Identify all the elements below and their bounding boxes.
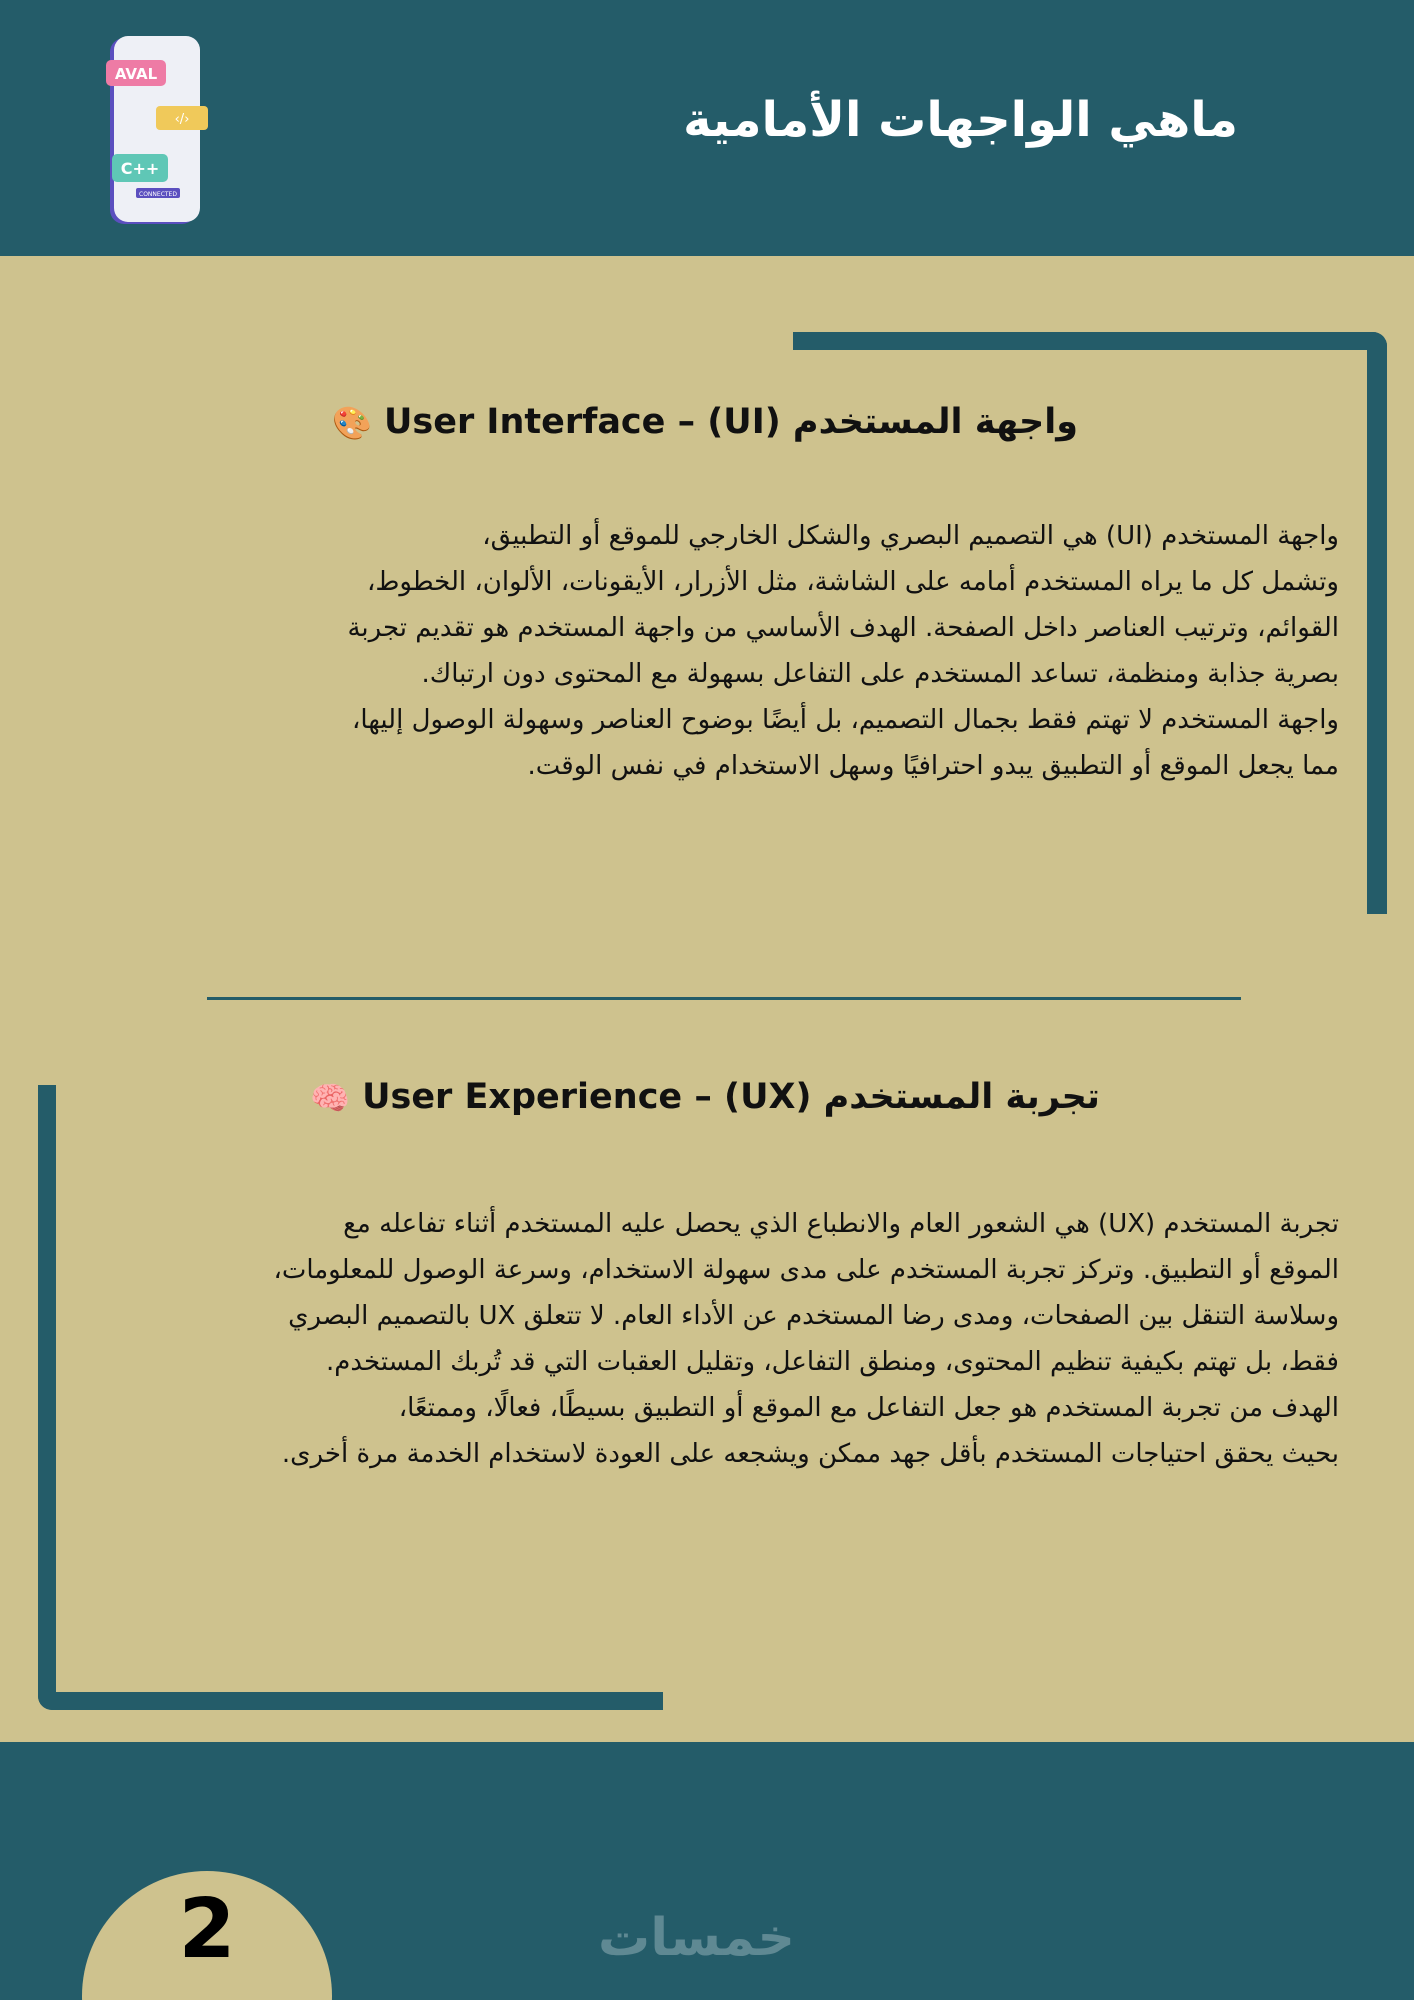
badge-code: ‹/› (174, 112, 190, 127)
page-title: ماهي الواجهات الأمامية (683, 92, 1238, 148)
ui-body-line: مما يجعل الموقع أو التطبيق يبدو احترافيًا وسهل الاستخدام في نفس الوقت. (527, 751, 1339, 781)
ui-body-line: واجهة المستخدم لا تهتم فقط بجمال التصميم، بل أيضًا بوضوح العناصر وسهولة الوصول إليها، (352, 705, 1339, 735)
ui-body-line: القوائم، وترتيب العناصر داخل الصفحة. الهدف الأساسي من واجهة المستخدم هو تقديم تجربة (347, 613, 1339, 643)
phone-illustration (100, 30, 220, 230)
ui-heading-text: واجهة المستخدم (UI) – User Interface (383, 402, 1079, 442)
page-number: 2 (178, 1882, 236, 1977)
ui-section-body (139, 513, 1339, 789)
ux-heading-text: تجربة المستخدم (UX) – User Experience (362, 1077, 1100, 1117)
badge-cpp: C++ (120, 159, 160, 178)
ui-body-line: بصرية جذابة ومنظمة، تساعد المستخدم على التفاعل بسهولة مع المحتوى دون ارتباك. (421, 659, 1339, 689)
brain-icon: 🧠 (310, 1079, 350, 1117)
section-divider (207, 997, 1241, 1000)
badge-aval: AVAL (114, 65, 158, 83)
ux-body-line: الموقع أو التطبيق. وتركز تجربة المستخدم على مدى سهولة الاستخدام، وسرعة الوصول للمعلومات، (273, 1255, 1339, 1285)
footer-band (0, 1742, 1414, 2000)
ux-body-line: وسلاسة التنقل بين الصفحات، ومدى رضا المستخدم عن الأداء العام. لا تتعلق UX بالتصميم البصري (288, 1301, 1339, 1331)
frame-corner-bottom-bar (38, 1692, 663, 1710)
frame-corner-bottom-side (38, 1085, 56, 1710)
palette-icon: 🎨 (331, 404, 372, 442)
frame-corner-top-bar (793, 332, 1387, 350)
ux-body-line: تجربة المستخدم (UX) هي الشعور العام والانطباع الذي يحصل عليه المستخدم أثناء تفاعله مع (343, 1209, 1339, 1239)
ux-section-heading (130, 1077, 1280, 1117)
brand-logo: خمسات (597, 1908, 795, 1968)
header-band (0, 0, 1414, 256)
ux-body-line: الهدف من تجربة المستخدم هو جعل التفاعل مع الموقع أو التطبيق بسيطًا، فعالًا، وممتعًا، (398, 1393, 1339, 1423)
ux-section-body (139, 1201, 1339, 1477)
frame-corner-top-side (1367, 332, 1387, 914)
ux-body-line: فقط، بل تهتم بكيفية تنظيم المحتوى، ومنطق التفاعل، وتقليل العقبات التي قد تُربك المستخدم. (326, 1347, 1339, 1377)
ui-section-heading (130, 402, 1280, 442)
ui-body-line: واجهة المستخدم (UI) هي التصميم البصري والشكل الخارجي للموقع أو التطبيق، (482, 521, 1339, 551)
badge-connected: CONNECTED (139, 191, 177, 198)
ui-body-line: وتشمل كل ما يراه المستخدم أمامه على الشاشة، مثل الأزرار، الأيقونات، الألوان، الخطوط، (366, 567, 1339, 597)
ux-body-line: بحيث يحقق احتياجات المستخدم بأقل جهد ممكن ويشجعه على العودة لاستخدام الخدمة مرة أخرى. (281, 1439, 1339, 1469)
